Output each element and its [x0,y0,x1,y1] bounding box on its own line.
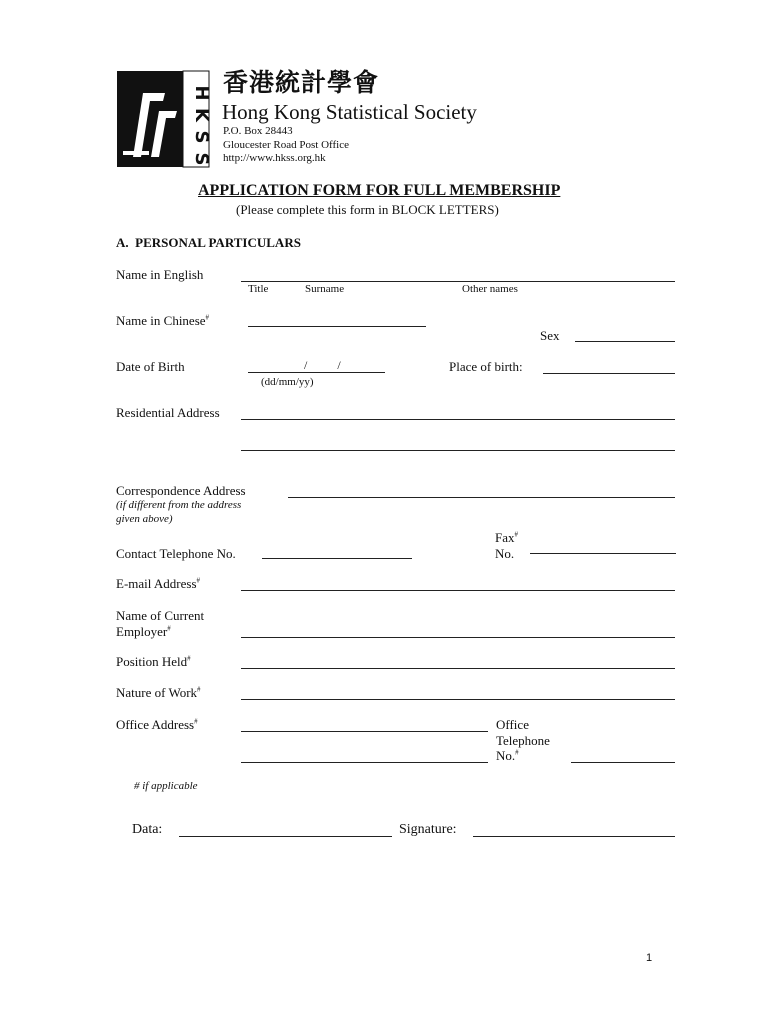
form-title: APPLICATION FORM FOR FULL MEMBERSHIP [198,182,561,199]
page-number: 1 [646,952,653,964]
svg-text:S: S [191,152,212,166]
name-chinese-label: Name in Chinese# [116,313,210,328]
correspondence-note-1: (if different from the address [116,499,242,511]
sex-field[interactable] [575,341,675,342]
date-label: Data: [132,822,163,837]
office-telephone-label-2: Telephone [496,733,550,748]
residential-address-field-2[interactable] [241,450,675,451]
other-names-sublabel: Other names [462,283,518,295]
name-english-label: Name in English [116,267,204,282]
dob-format: (dd/mm/yy) [261,376,314,388]
fax-label-line-1: Fax# [495,530,518,545]
org-post-office: Gloucester Road Post Office [223,139,349,151]
place-of-birth-label: Place of birth: [449,359,523,374]
dob-label: Date of Birth [116,359,185,374]
office-telephone-field[interactable] [571,762,675,763]
signature-field[interactable] [473,836,675,837]
position-held-field[interactable] [241,668,675,669]
hkss-logo [117,71,212,167]
office-address-field-1[interactable] [241,731,488,732]
dob-field[interactable] [248,372,385,373]
fax-label-line-2: No. [495,546,515,561]
contact-telephone-label: Contact Telephone No. [116,546,236,561]
place-of-birth-field[interactable] [543,373,675,374]
logo-letters: H [191,85,212,101]
nature-of-work-field[interactable] [241,699,675,700]
title-sublabel: Title [248,283,269,295]
office-address-field-2[interactable] [241,762,488,763]
employer-field[interactable] [241,637,675,638]
contact-telephone-field[interactable] [262,558,412,559]
name-english-field[interactable] [241,281,675,282]
correspondence-address-field[interactable] [288,497,675,498]
fax-field[interactable] [530,553,676,554]
employer-label-line-1: Name of Current [116,608,205,623]
signature-label: Signature: [399,822,457,837]
date-field[interactable] [179,836,392,837]
position-held-label: Position Held# [116,654,191,669]
residential-address-field-1[interactable] [241,419,675,420]
email-field[interactable] [241,590,675,591]
nature-of-work-label: Nature of Work# [116,685,201,700]
office-address-label: Office Address# [116,717,198,732]
name-chinese-field[interactable] [248,326,426,327]
email-label: E-mail Address# [116,576,201,591]
footnote-if-applicable: # if applicable [134,780,198,792]
employer-label-line-2: Employer# [116,624,171,639]
office-telephone-label-1: Office [496,717,529,732]
org-po-box: P.O. Box 28443 [223,125,293,137]
residential-address-label: Residential Address [116,405,220,420]
correspondence-note-2: given above) [116,513,173,525]
form-subtitle: (Please complete this form in BLOCK LETTERS) [236,202,499,217]
surname-sublabel: Surname [305,283,345,295]
office-telephone-label-3: No.# [496,748,519,763]
svg-text:S: S [191,130,212,144]
dob-slashes: / / [304,358,341,372]
org-name-chinese: 香港統計學會 [223,68,380,97]
correspondence-address-label: Correspondence Address [116,483,246,498]
org-website: http://www.hkss.org.hk [223,152,326,164]
svg-text:K: K [191,108,212,122]
section-a-heading: A. PERSONAL PARTICULARS [116,235,301,250]
sex-label: Sex [540,328,560,343]
org-name-english: Hong Kong Statistical Society [222,100,477,124]
